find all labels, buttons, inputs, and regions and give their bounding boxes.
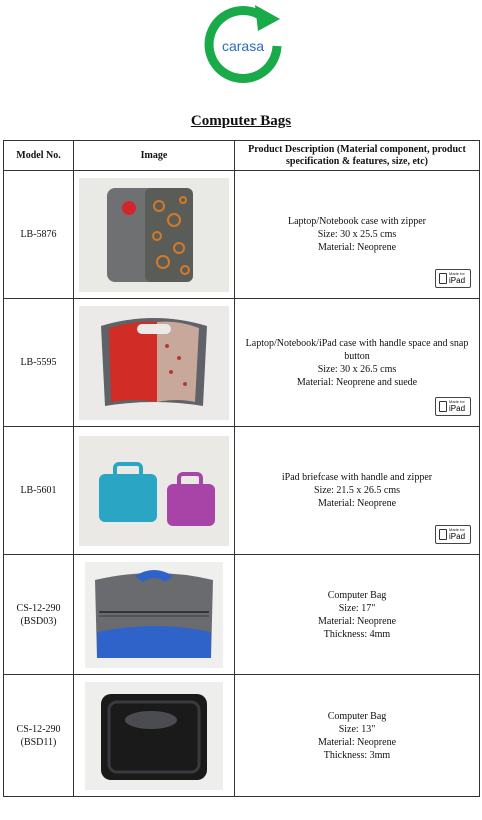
table-row xyxy=(4,171,480,299)
made-for-ipad-badge: Made for iPad xyxy=(435,397,471,416)
table-row xyxy=(4,675,480,797)
product-table xyxy=(3,140,480,797)
model-number: LB-5595 xyxy=(4,299,74,427)
ipad-icon xyxy=(439,529,447,540)
table-row xyxy=(4,299,480,427)
model-number: CS-12-290 (BSD11) xyxy=(4,675,74,797)
briefcase-photo xyxy=(79,436,229,546)
product-image-cell xyxy=(74,555,235,675)
computer-bag-13-photo xyxy=(85,682,223,790)
product-description: Computer Bag Size: 17" Material: Neoprene Thickness: 4mm xyxy=(235,555,480,675)
product-description: Laptop/Notebook/iPad case with handle space and snap button Size: 30 x 26.5 cms Material: Neoprene and suede Made for iPad xyxy=(235,299,480,427)
page-title: Computer Bags xyxy=(190,113,292,129)
table-header-row xyxy=(4,141,480,171)
computer-bag-17-photo xyxy=(85,562,223,668)
product-description: Computer Bag Size: 13" Material: Neoprene Thickness: 3mm xyxy=(235,675,480,797)
carasa-logo xyxy=(200,3,286,89)
model-number: LB-5601 xyxy=(4,427,74,555)
ipad-icon xyxy=(439,401,447,412)
product-image-cell xyxy=(74,427,235,555)
header-image: Image xyxy=(74,141,235,171)
product-description: Laptop/Notebook case with zipper Size: 30 x 25.5 cms Material: Neoprene Made for iPad xyxy=(235,171,480,299)
logo-text: carasa xyxy=(221,38,265,54)
ipad-icon xyxy=(439,273,447,284)
product-image-cell xyxy=(74,171,235,299)
made-for-ipad-badge: Made for iPad xyxy=(435,525,471,544)
model-number: CS-12-290 (BSD03) xyxy=(4,555,74,675)
header-description: Product Description (Material component, product specification & features, size, etc) xyxy=(235,141,480,171)
handle-case-photo xyxy=(79,306,229,420)
product-image-cell xyxy=(74,675,235,797)
product-description: iPad briefcase with handle and zipper Size: 21.5 x 26.5 cms Material: Neoprene Made for iPad xyxy=(235,427,480,555)
made-for-ipad-badge: Made for iPad xyxy=(435,269,471,288)
table-row xyxy=(4,427,480,555)
header-model: Model No. xyxy=(4,141,74,171)
neoprene-sleeve-photo xyxy=(79,178,229,292)
model-number: LB-5876 xyxy=(4,171,74,299)
table-row xyxy=(4,555,480,675)
product-image-cell xyxy=(74,299,235,427)
